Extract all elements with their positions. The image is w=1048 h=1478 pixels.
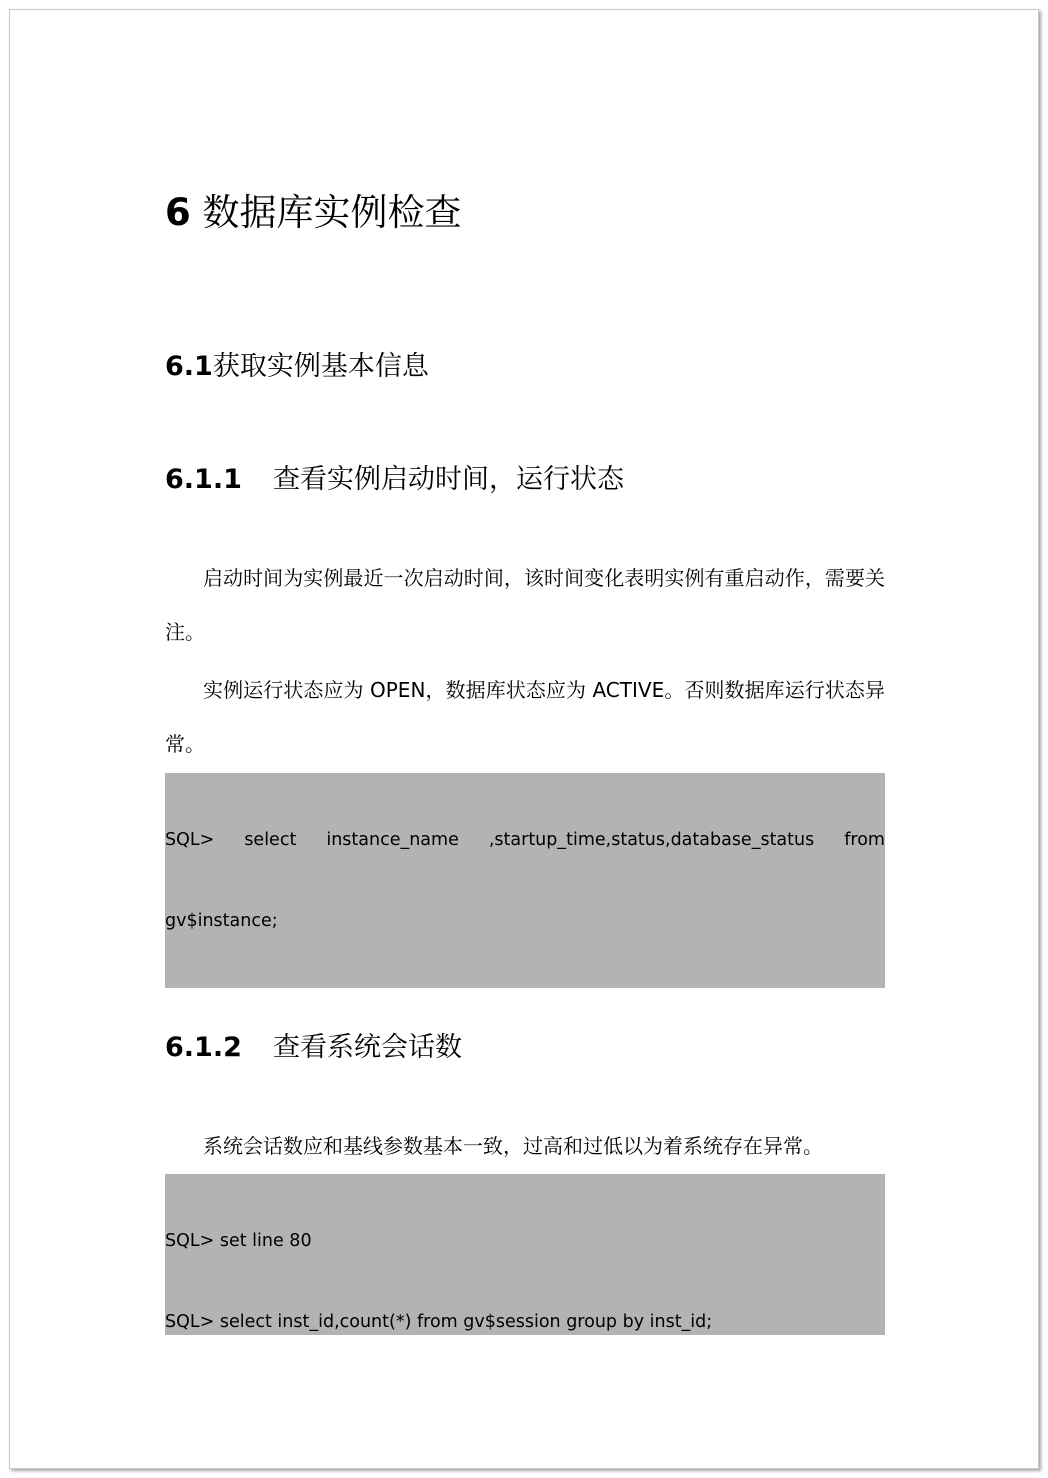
code-line: gv$instance;	[165, 911, 278, 931]
code-block-instance	[165, 773, 885, 988]
code-token: from	[844, 830, 885, 850]
chapter-number: 6	[165, 191, 191, 234]
section-title: 获取实例基本信息	[212, 351, 429, 382]
code-block-session	[165, 1174, 885, 1335]
subsection-heading-612	[165, 1025, 462, 1064]
chapter-title: 数据库实例检查	[190, 191, 462, 234]
code-token: ,startup_time,status,database_status	[488, 830, 815, 850]
subsection-title: 查看实例启动时间，运行状态	[273, 464, 624, 495]
paragraph: 实例运行状态应为 OPEN，数据库状态应为 ACTIVE。否则数据库运行状态异常。	[165, 678, 885, 756]
code-token: SQL>	[165, 830, 215, 850]
code-token: select	[244, 830, 297, 850]
subsection-heading-611	[165, 457, 624, 496]
code-line: SQL> set line 80	[165, 1231, 312, 1251]
paragraph: 启动时间为实例最近一次启动时间，该时间变化表明实例有重启动作，需要关注。	[165, 566, 885, 644]
code-line	[165, 827, 885, 854]
chapter-heading	[165, 182, 462, 236]
code-line: SQL> select inst_id,count(*) from gv$session group by inst_id;	[165, 1312, 713, 1332]
section-heading	[165, 344, 429, 383]
paragraph: 系统会话数应和基线参数基本一致，过高和过低以为着系统存在异常。	[203, 1134, 823, 1158]
subsection-number: 6.1.1	[165, 464, 242, 495]
section-number: 6.1	[165, 351, 213, 382]
document-page	[9, 9, 1039, 1469]
subsection-number: 6.1.2	[165, 1032, 242, 1063]
code-token: instance_name	[326, 830, 459, 850]
subsection-title: 查看系统会话数	[273, 1032, 462, 1063]
